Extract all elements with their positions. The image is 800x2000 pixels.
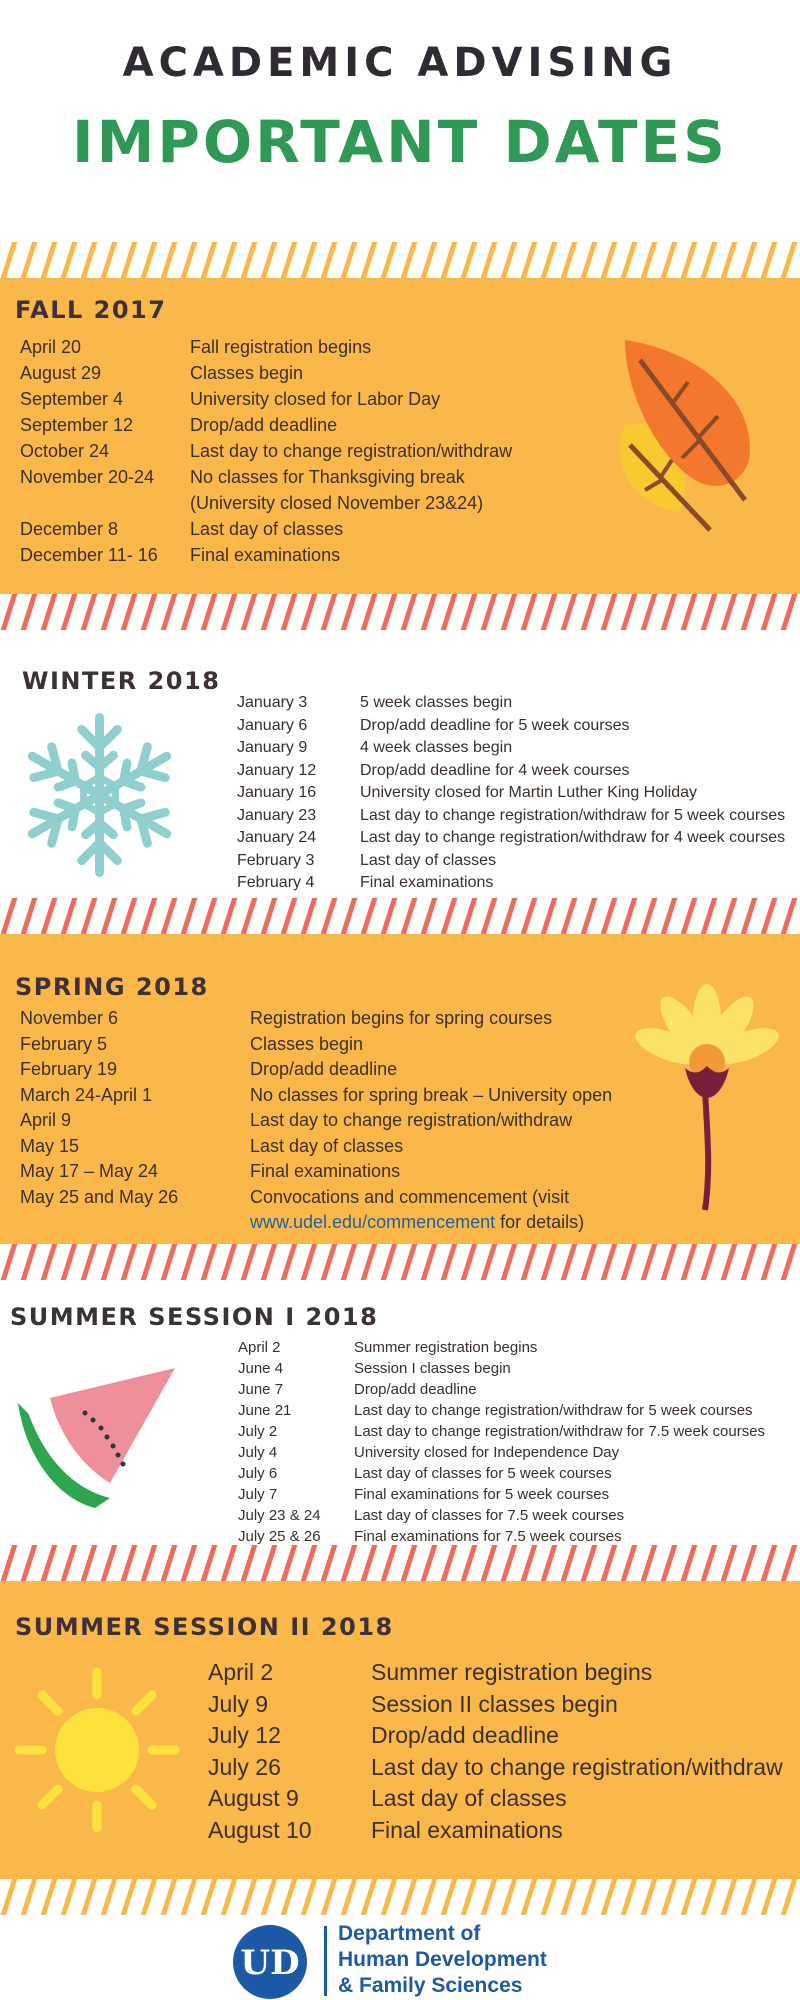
date-row <box>238 1526 765 1547</box>
summer1-title: SUMMER SESSION I 2018 <box>10 1303 379 1331</box>
date-row <box>237 805 785 828</box>
date-cell: November 20-24 <box>20 467 155 487</box>
event-cell: Session II classes begin <box>371 1690 618 1717</box>
fall-title: FALL 2017 <box>15 296 167 324</box>
event-cell: Last day of classes for 7.5 week courses <box>354 1507 625 1524</box>
event-cell: No classes for Thanksgiving break <box>190 467 465 487</box>
event-cell: Last day of classes <box>190 519 344 539</box>
date-row <box>20 386 512 412</box>
dept-line-2: Human Development <box>338 1948 547 1971</box>
snowflake-icon <box>12 710 187 880</box>
date-cell: June 7 <box>238 1381 284 1398</box>
event-cell: University closed for Labor Day <box>190 389 441 409</box>
date-row <box>238 1337 765 1358</box>
divider-stripe <box>0 898 800 934</box>
date-row <box>20 1159 612 1185</box>
event-cell: Fall registration begins <box>190 337 372 357</box>
date-row <box>237 827 785 850</box>
date-cell: April 9 <box>20 1110 72 1130</box>
date-row <box>208 1720 783 1752</box>
event-cell: Last day to change registration/withdraw for 4 week courses <box>360 829 786 846</box>
event-cell: Classes begin <box>190 363 304 383</box>
date-cell: November 6 <box>20 1008 119 1028</box>
date-cell: April 2 <box>208 1659 274 1685</box>
event-cell: Last day to change registration/withdraw <box>190 441 513 461</box>
event-cell: Registration begins for spring courses <box>250 1008 553 1028</box>
date-cell: May 15 <box>20 1135 80 1156</box>
date-row <box>238 1484 765 1505</box>
event-cell: Last day to change registration/withdraw for 5 week courses <box>354 1402 753 1419</box>
date-cell <box>20 490 190 516</box>
date-cell: May 17 – May 24 <box>20 1161 159 1181</box>
date-cell: April 2 <box>238 1339 281 1356</box>
date-cell: July 6 <box>238 1465 278 1482</box>
summer1-date-list <box>238 1337 765 1547</box>
date-cell: August 29 <box>20 363 102 383</box>
date-cell: October 24 <box>20 441 110 461</box>
summer2-title: SUMMER SESSION II 2018 <box>15 1613 394 1641</box>
date-cell: July 26 <box>208 1753 281 1780</box>
date-cell: July 25 & 26 <box>238 1528 321 1545</box>
date-row <box>238 1442 765 1463</box>
date-row <box>237 715 785 738</box>
date-row <box>20 1134 612 1160</box>
date-cell: February 3 <box>237 851 315 869</box>
autumn-leaves-icon <box>600 330 760 540</box>
date-row <box>20 1185 612 1211</box>
event-cell: 4 week classes begin <box>360 739 513 756</box>
event-cell: Final examinations <box>360 874 494 891</box>
date-row <box>238 1421 765 1442</box>
event-cell: Final examinations for 7.5 week courses <box>354 1528 622 1545</box>
date-row <box>208 1783 783 1815</box>
event-cell: Summer registration begins <box>354 1339 538 1356</box>
date-cell: January 12 <box>237 761 317 779</box>
date-row <box>237 737 785 760</box>
watermelon-icon <box>15 1358 180 1513</box>
date-cell: April 20 <box>20 337 82 357</box>
date-row <box>238 1379 765 1400</box>
event-cell: Drop/add deadline for 5 week courses <box>360 716 630 734</box>
university-logo <box>232 1924 308 2000</box>
event-cell: No classes for spring break – University open <box>250 1084 613 1105</box>
date-cell: July 12 <box>208 1722 281 1748</box>
sun-icon <box>12 1665 182 1835</box>
date-row <box>237 782 785 805</box>
logo-divider <box>324 1926 327 1996</box>
department-name <box>338 1921 547 1999</box>
date-cell: January 6 <box>237 716 308 734</box>
date-row <box>238 1400 765 1421</box>
date-cell: January 9 <box>237 739 308 756</box>
event-cell: Last day to change registration/withdraw <box>371 1753 783 1780</box>
spring-date-list <box>20 1006 612 1210</box>
date-cell: July 2 <box>238 1423 278 1440</box>
date-row <box>20 1006 612 1032</box>
date-row <box>208 1815 783 1847</box>
fall-date-list <box>20 334 512 568</box>
date-row <box>237 760 785 783</box>
page-title: IMPORTANT DATES <box>72 108 728 176</box>
event-cell: Convocations and commencement (visit <box>250 1186 570 1207</box>
dept-line-3: & Family Sciences <box>338 1974 523 1997</box>
date-row <box>20 464 512 490</box>
event-cell: Last day to change registration/withdraw for 5 week courses <box>360 806 786 824</box>
event-cell: Drop/add deadline <box>250 1059 398 1079</box>
event-cell: University closed for Independence Day <box>354 1444 620 1461</box>
date-row <box>238 1505 765 1526</box>
winter-title: WINTER 2018 <box>22 667 221 695</box>
date-row <box>238 1463 765 1484</box>
date-cell: February 5 <box>20 1033 108 1054</box>
date-row <box>237 850 785 873</box>
link-suffix: for details) <box>495 1212 585 1232</box>
event-cell: Summer registration begins <box>371 1659 653 1685</box>
date-cell: June 4 <box>238 1360 284 1377</box>
header-title: ACADEMIC ADVISING <box>122 40 678 86</box>
date-row <box>237 692 785 715</box>
event-cell: Drop/add deadline <box>371 1722 559 1748</box>
date-cell: July 9 <box>208 1690 269 1717</box>
date-row <box>20 334 512 360</box>
summer2-date-list <box>208 1657 783 1846</box>
date-row <box>20 1083 612 1109</box>
commencement-link[interactable]: www.udel.edu/commencement <box>250 1212 496 1232</box>
logo-monogram: UD <box>240 1943 300 1983</box>
date-cell: February 19 <box>20 1059 118 1079</box>
date-row <box>208 1689 783 1721</box>
date-row <box>237 872 785 895</box>
date-cell: June 21 <box>238 1402 292 1419</box>
event-cell: 5 week classes begin <box>360 694 513 711</box>
event-cell: Final examinations <box>250 1161 401 1181</box>
date-cell: December 8 <box>20 519 119 539</box>
event-cell: University closed for Martin Luther King Holiday <box>360 784 698 801</box>
date-cell: July 4 <box>238 1444 278 1461</box>
date-row <box>20 1108 612 1134</box>
flower-icon <box>635 980 780 1215</box>
date-row <box>20 438 512 464</box>
date-row <box>208 1657 783 1689</box>
date-cell: August 10 <box>208 1816 312 1843</box>
event-cell: Last day of classes for 5 week courses <box>354 1465 612 1482</box>
date-row <box>20 542 512 568</box>
event-cell: Last day to change registration/withdraw <box>250 1110 573 1130</box>
event-cell: Last day of classes <box>360 851 497 869</box>
event-cell: Final examinations for 5 week courses <box>354 1486 610 1503</box>
date-row <box>20 516 512 542</box>
event-cell: Drop/add deadline <box>190 415 338 435</box>
date-row <box>208 1752 783 1784</box>
divider-stripe <box>0 1879 800 1915</box>
divider-stripe <box>0 1545 800 1581</box>
date-row <box>20 1032 612 1058</box>
date-row <box>20 1057 612 1083</box>
divider-stripe <box>0 242 800 278</box>
event-cell: Drop/add deadline for 4 week courses <box>360 761 630 779</box>
date-row <box>20 412 512 438</box>
date-cell: January 3 <box>237 694 308 711</box>
event-cell: Last day of classes <box>371 1785 567 1811</box>
date-row <box>238 1358 765 1379</box>
event-cell: (University closed November 23&24) <box>190 493 484 513</box>
date-cell: September 4 <box>20 389 124 409</box>
date-cell: January 16 <box>237 784 317 801</box>
event-cell: Session I classes begin <box>354 1360 511 1377</box>
event-cell: Last day of classes <box>250 1135 404 1156</box>
event-cell: Final examinations <box>190 545 341 565</box>
date-cell: July 7 <box>238 1486 278 1503</box>
date-cell: December 11- 16 <box>20 545 158 565</box>
date-cell: January 23 <box>237 806 317 824</box>
event-cell: Last day to change registration/withdraw for 7.5 week courses <box>354 1423 766 1440</box>
dept-line-1: Department of <box>338 1922 481 1945</box>
date-cell: July 23 & 24 <box>238 1507 321 1524</box>
date-cell: August 9 <box>208 1785 299 1811</box>
date-cell: February 4 <box>237 874 315 891</box>
date-cell: May 25 and May 26 <box>20 1186 179 1207</box>
event-cell: Classes begin <box>250 1033 364 1054</box>
date-row <box>20 360 512 386</box>
date-cell: September 12 <box>20 415 134 435</box>
event-cell: Final examinations <box>371 1816 563 1843</box>
event-cell: Drop/add deadline <box>354 1381 477 1398</box>
date-cell: January 24 <box>237 829 317 846</box>
date-cell: March 24-April 1 <box>20 1084 153 1105</box>
winter-date-list <box>237 692 785 895</box>
divider-stripe <box>0 1244 800 1280</box>
divider-stripe <box>0 594 800 630</box>
spring-link-row <box>250 1210 584 1236</box>
date-row <box>20 490 512 516</box>
spring-title: SPRING 2018 <box>15 973 209 1001</box>
